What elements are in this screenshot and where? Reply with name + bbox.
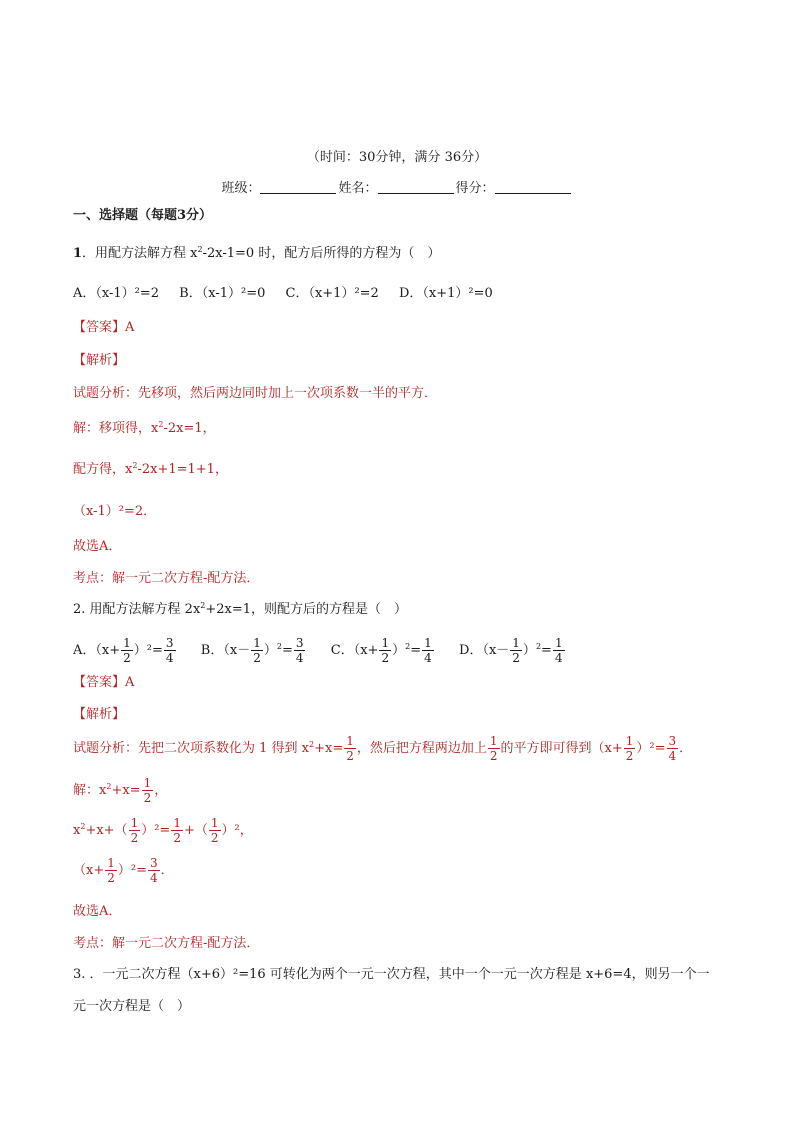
option-text: ） xyxy=(522,643,536,658)
q3-stem-line2: 元一次方程是（ ） xyxy=(73,999,191,1014)
math-text: +x+（ xyxy=(85,823,128,838)
math-text: ． xyxy=(160,863,174,878)
exam-subtitle: （时间：30分钟，满分 36分） xyxy=(306,150,488,165)
score-blank xyxy=(495,179,571,194)
option-text: = xyxy=(541,643,552,658)
fraction xyxy=(488,734,500,763)
numerator: 1 xyxy=(512,636,520,650)
numerator: 3 xyxy=(668,734,677,748)
option-text: B．（x－ xyxy=(200,643,251,658)
superscript: 2 xyxy=(276,642,282,651)
math-text: x xyxy=(151,421,159,436)
q2-option-a xyxy=(73,636,181,665)
numerator: 1 xyxy=(210,816,219,830)
denominator: 4 xyxy=(295,651,304,665)
option-text: C．（x+ xyxy=(330,643,379,658)
fraction xyxy=(251,636,263,665)
analysis-text: ，然后把方程两边加上 xyxy=(356,741,487,756)
analysis-text: 试题分析：先把二次项系数化为 1 得到 xyxy=(73,741,302,756)
superscript: 2 xyxy=(535,642,542,651)
numerator: 3 xyxy=(165,636,174,650)
superscript: 2 xyxy=(80,822,86,831)
superscript: 2 xyxy=(197,245,203,254)
q2-knowledge-point: 考点：解一元二次方程-配方法． xyxy=(73,936,260,951)
math-text: +（ xyxy=(183,823,208,838)
math-text: ， xyxy=(154,783,168,798)
q1-stem xyxy=(73,245,440,263)
option-text: = xyxy=(410,643,422,658)
fraction xyxy=(510,636,522,665)
numerator: 3 xyxy=(149,856,158,870)
denominator: 4 xyxy=(554,651,563,665)
q1-analysis-label: 【解析】 xyxy=(73,353,126,368)
section-title: 一、选择题（每题3分） xyxy=(73,208,213,223)
numerator: 1 xyxy=(381,636,390,650)
fraction xyxy=(105,856,117,885)
class-blank xyxy=(260,179,336,194)
numerator: 1 xyxy=(346,734,354,748)
denominator: 4 xyxy=(149,871,158,885)
q1-option-d: D．（x+1）²=0 xyxy=(398,286,493,301)
student-info-row xyxy=(0,177,794,196)
superscript: 2 xyxy=(106,782,112,791)
denominator: 2 xyxy=(381,651,390,665)
numerator: 1 xyxy=(424,636,432,650)
fraction xyxy=(171,816,183,845)
math-text: x xyxy=(73,823,81,838)
numerator: 3 xyxy=(295,636,304,650)
solution-label: 解：移项得， xyxy=(73,421,152,436)
q2-solution-step2 xyxy=(73,816,253,846)
numerator: 1 xyxy=(173,816,181,830)
q1-solution-step2 xyxy=(73,461,228,479)
option-text: ） xyxy=(263,643,277,658)
q2-answer: 【答案】A xyxy=(73,675,135,690)
q2-option-b xyxy=(200,636,311,665)
fraction xyxy=(164,636,176,665)
math-text: +x= xyxy=(111,783,141,798)
q2-option-c xyxy=(330,636,439,665)
q2-options xyxy=(73,636,566,666)
numerator: 1 xyxy=(107,856,115,870)
fraction xyxy=(121,636,133,665)
q2-analysis xyxy=(73,734,692,764)
q1-options xyxy=(73,285,493,303)
superscript: 2 xyxy=(405,642,411,651)
option-text: ）²= xyxy=(133,643,163,658)
q1-conclusion: 故选A． xyxy=(73,539,122,554)
q1-option-c: C．（x+1）²=2 xyxy=(285,286,379,301)
denominator: 4 xyxy=(668,749,677,763)
math-text: ）²= xyxy=(141,823,171,838)
fraction xyxy=(422,636,434,665)
denominator: 2 xyxy=(143,791,152,805)
numerator: 1 xyxy=(123,636,131,650)
fraction xyxy=(553,636,565,665)
math-text: ）²， xyxy=(221,823,253,838)
superscript: 2 xyxy=(200,601,206,610)
option-text: D．（x－ xyxy=(459,643,510,658)
name-label: 姓名： xyxy=(338,181,378,196)
fraction xyxy=(129,816,141,845)
q2-stem-part: +2x=1，则配方后的方程是（ ） xyxy=(205,602,408,617)
q2-stem-part: 2. 用配方法解方程 2x xyxy=(73,602,201,617)
math-text: （x+ xyxy=(73,863,105,878)
fraction xyxy=(379,636,391,665)
q1-option-b: B．（x-1）²=0 xyxy=(179,286,266,301)
math-text: x xyxy=(99,783,107,798)
q1-analysis: 试题分析：先移项，然后两边同时加上一次项系数一半的平方． xyxy=(73,386,438,401)
numerator: 1 xyxy=(489,734,498,748)
fraction xyxy=(148,856,160,885)
q2-conclusion: 故选A． xyxy=(73,904,122,919)
denominator: 4 xyxy=(165,651,174,665)
fraction xyxy=(667,734,679,763)
denominator: 2 xyxy=(489,749,498,763)
superscript: 2 xyxy=(158,420,164,429)
q1-solution-step3: （x-1）²=2． xyxy=(73,504,157,519)
q2-option-d xyxy=(459,636,566,665)
math-text: -2x=1， xyxy=(163,421,216,436)
q2-solution-step3 xyxy=(73,856,174,886)
q1-solution-step1 xyxy=(73,420,216,438)
q1-knowledge-point: 考点：解一元二次方程-配方法． xyxy=(73,571,260,586)
denominator: 2 xyxy=(107,871,115,885)
denominator: 2 xyxy=(253,651,261,665)
q1-stem-part: -2x-1=0 时，配方后所得的方程为（ ） xyxy=(202,246,441,261)
q1-answer: 【答案】A xyxy=(73,320,135,335)
fraction xyxy=(209,816,221,845)
fraction xyxy=(294,636,306,665)
q3-stem-line1: 3. ．一元二次方程（x+6）²=16 可转化为两个一元一次方程，其中一个一元一次方程是 x+6=4，则另一个一 xyxy=(73,967,710,982)
option-text: = xyxy=(281,643,293,658)
analysis-text: 的平方即可得到（x+ xyxy=(500,741,623,756)
fraction xyxy=(344,734,356,763)
q1-stem-part: ．用配方法解方程 x xyxy=(82,246,198,261)
option-text: ） xyxy=(392,643,406,658)
q2-analysis-label: 【解析】 xyxy=(73,707,126,722)
score-label: 得分： xyxy=(455,181,495,196)
name-blank xyxy=(378,179,454,194)
math-text: -2x+1=1+1， xyxy=(137,462,228,477)
analysis-text: +x= xyxy=(314,741,344,756)
q2-solution-step1 xyxy=(73,776,167,806)
superscript: 2 xyxy=(309,740,315,749)
solution-label: 解： xyxy=(73,783,100,798)
fraction xyxy=(624,734,636,763)
math-text: x xyxy=(301,741,310,756)
numerator: 1 xyxy=(143,776,152,790)
numerator: 1 xyxy=(130,816,139,830)
denominator: 2 xyxy=(173,831,181,845)
analysis-text: ． xyxy=(679,741,693,756)
fraction xyxy=(142,776,154,805)
q1-number: 1 xyxy=(73,246,83,261)
numerator: 1 xyxy=(253,636,261,650)
superscript: 2 xyxy=(132,461,138,470)
denominator: 2 xyxy=(130,831,139,845)
denominator: 2 xyxy=(210,831,219,845)
analysis-text: ）²= xyxy=(636,741,666,756)
option-text: A．（x+ xyxy=(73,643,121,658)
denominator: 4 xyxy=(424,651,432,665)
denominator: 2 xyxy=(123,651,131,665)
numerator: 1 xyxy=(625,734,634,748)
denominator: 2 xyxy=(346,749,354,763)
math-text: x xyxy=(125,462,133,477)
denominator: 2 xyxy=(512,651,520,665)
denominator: 2 xyxy=(625,749,634,763)
class-label: 班级： xyxy=(221,181,261,196)
q2-stem xyxy=(73,601,407,619)
q1-option-a: A．（x-1）²=2 xyxy=(73,286,160,301)
numerator: 1 xyxy=(554,636,563,650)
math-text: ）²= xyxy=(117,863,147,878)
solution-label: 配方得， xyxy=(73,462,126,477)
